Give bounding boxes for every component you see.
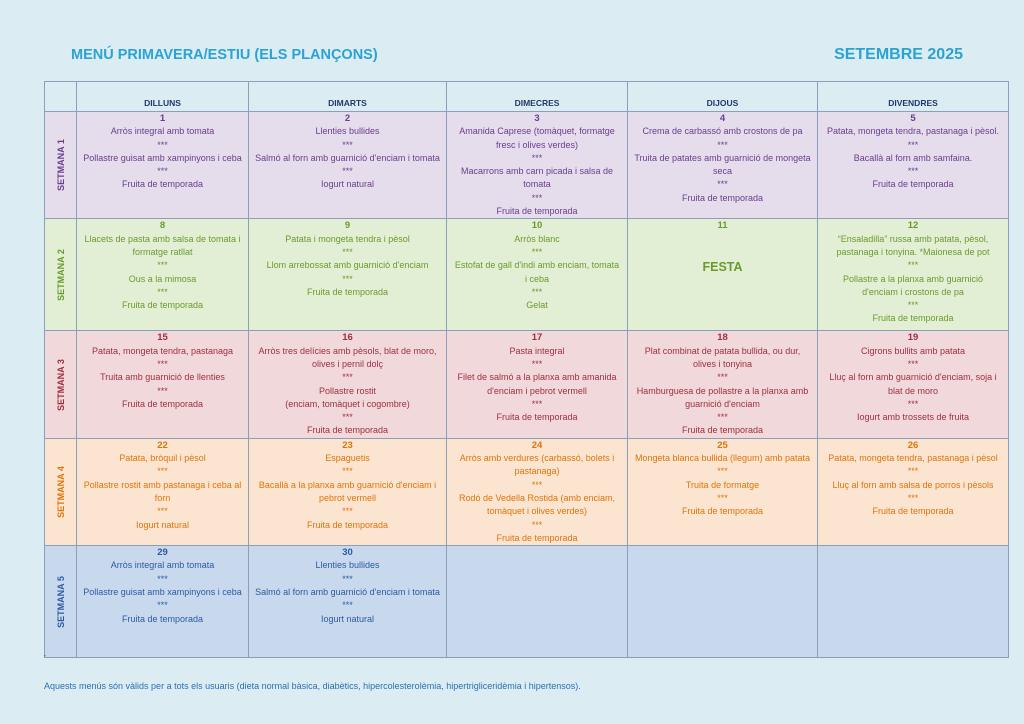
dish-separator: ***: [342, 573, 353, 584]
dish-line: Fruita de temporada: [306, 286, 389, 297]
day-number: 8: [159, 220, 166, 232]
dish-separator: ***: [157, 139, 168, 150]
dish-separator: ***: [342, 412, 353, 423]
day-number: 15: [157, 332, 168, 344]
day-menu-cell: [249, 331, 447, 438]
dish-line: Fruita de temporada: [306, 425, 389, 436]
day-menu-cell: [447, 112, 628, 219]
dish-line: Lluç al forn amb salsa de porros i pèsols: [832, 479, 994, 490]
month-title: SETEMBRE 2025: [834, 46, 963, 63]
week-label: SETMANA 3: [55, 358, 66, 411]
dish-line: Ous a la mimosa: [128, 273, 197, 284]
dish-separator: ***: [342, 600, 353, 611]
dish-line: Fruita de temporada: [496, 532, 578, 543]
dish-separator: ***: [717, 139, 728, 150]
day-number: 3: [534, 113, 540, 124]
dish-separator: ***: [907, 466, 919, 477]
week-label: SETMANA 2: [55, 249, 66, 301]
dish-line: Arròs blanc: [514, 233, 560, 244]
day-header: DIJOUS: [628, 82, 818, 112]
dish-line: Fruita de temporada: [872, 506, 954, 517]
dish-line: Fruita de temporada: [681, 506, 764, 517]
week-row: [45, 219, 1009, 331]
day-number: 26: [907, 439, 919, 451]
dish-line: Pollastre guisat amb xampinyons i ceba: [83, 587, 242, 598]
dish-line: Lluç al forn amb guarnició d'enciam, soja i blat de moro: [829, 372, 997, 396]
day-menu-cell: [818, 438, 1009, 545]
day-header: DIVENDRES: [818, 82, 1009, 112]
day-menu-cell: [77, 219, 249, 331]
dish-line: Salmó al forn amb guarnició d'enciam i tomata: [255, 587, 440, 598]
day-number: 29: [157, 547, 168, 559]
dish-line: Llacets de pasta amb salsa de tomata i formatge ratllat: [84, 233, 241, 257]
dish-line: Iogurt natural: [320, 613, 375, 624]
dish-separator: ***: [157, 506, 168, 517]
day-header: DILLUNS: [77, 82, 249, 112]
dish-line: Fruita de temporada: [681, 425, 764, 436]
dish-line: Mongeta blanca bullida (llegum) amb patata: [634, 453, 811, 464]
dish-line: Amanida Caprese (tomàquet, formatge fresc i olives verdes): [459, 126, 615, 150]
dish-line: Estofat de gall d'indi amb enciam, tomata i ceba: [454, 260, 620, 284]
dish-line: Fruita de temporada: [872, 313, 954, 324]
dish-line: Llom arrebossat amb guarnició d'enciam: [266, 260, 429, 271]
day-menu-cell: [249, 219, 447, 331]
day-number: 10: [531, 220, 543, 232]
dish-separator: ***: [717, 492, 728, 503]
dish-line: Salmó al forn amb guarnició d'enciam i tomata: [255, 152, 440, 163]
dish-separator: ***: [157, 358, 168, 369]
menu-table: [44, 81, 1009, 658]
week-label: SETMANA 1: [55, 139, 66, 192]
day-menu-cell: [249, 546, 447, 658]
week-label-cell: [45, 546, 77, 658]
dish-separator: ***: [907, 358, 919, 369]
dish-line: Crema de carbassó amb crostons de pa: [642, 126, 803, 137]
dish-separator: ***: [907, 300, 919, 311]
day-menu-cell: [447, 331, 628, 438]
day-menu-cell: [77, 112, 249, 219]
day-number: 24: [531, 439, 543, 451]
dish-line: Llenties bullides: [315, 560, 380, 571]
day-menu-cell: [628, 331, 818, 438]
day-number: 1: [159, 113, 166, 124]
dish-line: Fruita de temporada: [121, 179, 204, 190]
day-menu-cell: [628, 219, 818, 331]
dish-line: Patata, mongeta tendra, pastanaga i pèsol.: [826, 126, 1000, 137]
dish-separator: ***: [907, 260, 919, 271]
dish-separator: ***: [342, 466, 353, 477]
day-number: 5: [910, 113, 916, 124]
dish-separator: ***: [342, 139, 353, 150]
dish-line: Espaguetis: [325, 453, 370, 464]
day-menu-cell: [818, 546, 1009, 658]
dish-line: Bacallà al forn amb samfaina.: [853, 152, 973, 163]
dish-line: Iogurt natural: [135, 519, 190, 530]
dish-line: Iogurt natural: [320, 179, 375, 190]
day-number: 12: [907, 220, 919, 232]
dish-separator: ***: [531, 398, 543, 409]
dish-separator: ***: [717, 372, 728, 383]
day-number: 25: [717, 439, 728, 451]
day-number: 9: [344, 220, 351, 232]
dish-line: “Ensaladilla” russa amb patata, pèsol, pastanaga i tonyina. *Maionesa de pot: [836, 233, 990, 257]
dish-line: Pollastre a la planxa amb guarnició d'enciam i crostons de pa: [842, 273, 984, 297]
dish-separator: ***: [531, 152, 543, 163]
week-label-cell: [45, 438, 77, 545]
corner-cell: [45, 82, 77, 112]
dish-line: Arròs tres delícies amb pèsols, blat de moro, olives i pernil dolç: [258, 345, 437, 369]
day-menu-cell: [818, 331, 1009, 438]
holiday-label: FESTA: [702, 259, 743, 274]
dish-line: Fruita de temporada: [872, 179, 954, 190]
dish-line: Gelat: [526, 300, 548, 311]
dish-line: Plat combinat de patata bullida, ou dur, olives i tonyina: [644, 345, 801, 369]
dish-line: Patata i mongeta tendra i pèsol: [285, 233, 410, 244]
dish-separator: ***: [717, 466, 728, 477]
dish-separator: ***: [157, 573, 168, 584]
day-header: DIMARTS: [249, 82, 447, 112]
day-number: 17: [531, 332, 543, 344]
dish-separator: ***: [531, 479, 543, 490]
dish-line: Pollastre rostit: [318, 385, 377, 396]
dish-line: Pasta integral: [509, 345, 565, 356]
day-menu-cell: [77, 331, 249, 438]
day-menu-cell: [249, 438, 447, 545]
dish-separator: ***: [157, 600, 168, 611]
dish-separator: ***: [717, 412, 728, 423]
day-number: 23: [342, 439, 353, 451]
dish-line: Macarrons amb carn picada i salsa de tomata: [460, 166, 614, 190]
dish-separator: ***: [342, 166, 353, 177]
dish-separator: ***: [342, 273, 353, 284]
dish-line: Llenties bullides: [315, 126, 380, 137]
dish-line: Fruita de temporada: [496, 412, 578, 423]
dish-line: Patata, mongeta tendra, pastanaga: [91, 345, 234, 356]
dish-line: Filet de salmó a la planxa amb amanida d'enciam i pebrot vermell: [457, 372, 617, 396]
week-label-cell: [45, 112, 77, 219]
day-menu-cell: [77, 438, 249, 545]
day-menu-cell: [249, 112, 447, 219]
dish-line: Fruita de temporada: [306, 519, 389, 530]
day-number: 4: [719, 113, 726, 124]
stray-mark: ’: [44, 654, 46, 663]
dish-line: Pollastre guisat amb xampinyons i ceba: [83, 152, 242, 163]
dish-separator: ***: [342, 506, 353, 517]
dish-line: Rodó de Vedella Rostida (amb enciam, tomàquet i olives verdes): [458, 492, 616, 517]
day-menu-cell: [628, 112, 818, 219]
day-menu-cell: [818, 219, 1009, 331]
day-number: 2: [344, 113, 351, 124]
dish-line: Arròs amb verdures (carbassó, bolets i pastanaga): [459, 453, 615, 477]
dish-line: Fruita de temporada: [121, 398, 204, 409]
dish-separator: ***: [157, 385, 168, 396]
dish-line: Arròs integral amb tomata: [110, 560, 215, 571]
dish-line: Hamburguesa de pollastre a la planxa amb guarnició d'enciam: [636, 385, 809, 409]
dish-separator: ***: [907, 492, 919, 503]
dish-line: Cigrons bullits amb patata: [860, 345, 966, 356]
dish-line: Iogurt amb trossets de fruita: [856, 412, 970, 423]
day-menu-cell: [628, 438, 818, 545]
dish-line: Fruita de temporada: [121, 613, 204, 624]
day-number: 19: [907, 332, 919, 344]
dish-line: Truita amb guarnició de llenties: [100, 372, 225, 383]
week-label: SETMANA 5: [55, 575, 66, 628]
dish-separator: ***: [342, 372, 353, 383]
week-row: [45, 112, 1009, 219]
day-menu-cell: [447, 219, 628, 331]
dish-separator: ***: [531, 519, 543, 530]
dish-separator: ***: [157, 466, 168, 477]
dish-line: Patata, bròquil i pèsol: [119, 453, 206, 464]
day-menu-cell: [77, 546, 249, 658]
dish-separator: ***: [342, 246, 353, 257]
dish-separator: ***: [907, 166, 919, 177]
footnote: Aquests menús són vàlids per a tots els usuaris (dieta normal bàsica, diabètics, hipercolesterolèmia, hipertrigliceridèmia i hipertensos).: [44, 681, 581, 691]
week-row: [45, 546, 1009, 658]
week-label-cell: [45, 219, 77, 331]
dish-line: Bacallà a la planxa amb guarnició d'enciam i pebrot vermell: [258, 479, 437, 503]
week-label-cell: [45, 331, 77, 438]
dish-line: Patata, mongeta tendra, pastanaga i pèsol: [828, 453, 998, 464]
dish-line: Fruita de temporada: [681, 192, 764, 203]
day-number: 22: [157, 439, 168, 451]
dish-separator: ***: [531, 286, 543, 297]
dish-line: Pollastre rostit amb pastanaga i ceba al forn: [83, 479, 242, 503]
dish-separator: ***: [717, 179, 728, 190]
dish-separator: ***: [907, 398, 919, 409]
day-menu-cell: [628, 546, 818, 658]
dish-line: Fruita de temporada: [121, 300, 204, 311]
dish-separator: ***: [907, 139, 919, 150]
week-label: SETMANA 4: [55, 466, 66, 518]
dish-line: Fruita de temporada: [496, 206, 578, 217]
week-row: [45, 331, 1009, 438]
day-number: 18: [717, 332, 728, 344]
dish-line: Truita de patates amb guarnició de mongeta seca: [634, 152, 811, 177]
dish-line: Arròs integral amb tomata: [110, 126, 215, 137]
dish-line: (enciam, tomàquet i cogombre): [285, 398, 410, 409]
header-row: [45, 82, 1009, 112]
dish-line: Truita de formatge: [685, 479, 760, 490]
dish-separator: ***: [157, 286, 168, 297]
day-number: 30: [342, 547, 353, 559]
dish-separator: ***: [531, 246, 543, 257]
day-menu-cell: [818, 112, 1009, 219]
day-header: DIMECRES: [447, 82, 628, 112]
dish-separator: ***: [157, 166, 168, 177]
dish-separator: ***: [531, 192, 543, 203]
menu-title: MENÚ PRIMAVERA/ESTIU (ELS PLANÇONS): [71, 47, 378, 63]
day-menu-cell: [447, 438, 628, 545]
day-number: 16: [342, 332, 353, 344]
dish-separator: ***: [531, 358, 543, 369]
dish-separator: ***: [157, 260, 168, 271]
day-menu-cell: [447, 546, 628, 658]
day-number: 11: [717, 220, 728, 232]
week-row: [45, 438, 1009, 545]
